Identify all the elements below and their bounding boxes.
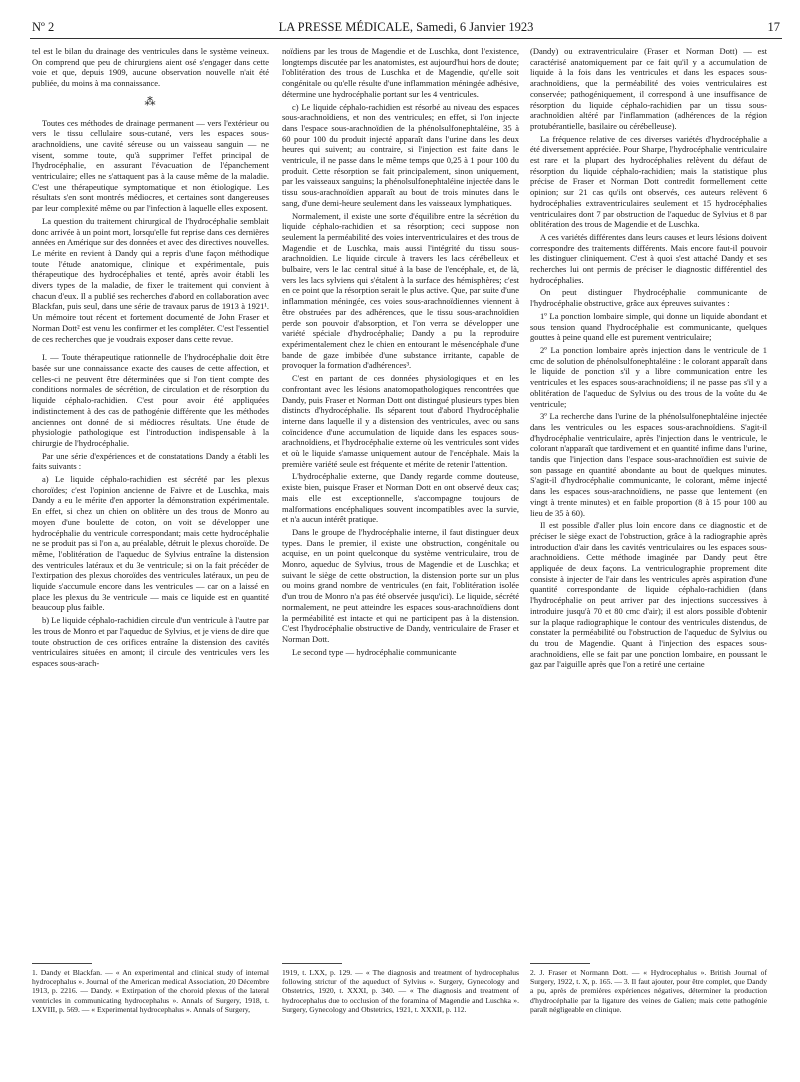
paragraph: On peut distinguer l'hydrocéphalie communicante de l'hydrocéphalie obstructive, grâce aux épreuves suivantes : bbox=[530, 287, 767, 309]
paragraph: 3º La recherche dans l'urine de la phénolsulfonephtaléine injectée dans les ventricules ou les espaces sous-arachnoïdiens. S'agit-il d'hydrocéphalie ventriculaire, après l'injection dans le ventricule, le colorant n'apparaît que tardivement et en quantité infime dans l'urine, tandis que l'injection dans l'espace sous-arachnoïdien est suivie de son passage en quantité abondante au bout de quelques minutes. S'agit-il d'hydrocéphalie communicante, le colorant, même injecté dans les espaces sous-arachnoïdiens, ne passe que lentement (en vingt à trente minutes) et en faible proportion (8 à 15 pour 100 au lieu de 35 à 60). bbox=[530, 411, 767, 518]
paragraph: La fréquence relative de ces diverses variétés d'hydrocéphalie a été diversement appréciée. Pour Sharpe, l'hydrocéphalie ventriculaire est rare et la plupart des hydrocéphalies relèvent du défaut de résorption du liquide céphalo-rachidien; mais la statistique plus précise de Fraser et Norman Dott contredit formellement cette opinion; sur 21 cas qu'ils ont observés, ces auteurs relèvent 6 hydrocéphalies extraventriculaires seulement et 15 hydrocéphalies ventriculaires dont 7 par obstruction de l'aqueduc de Sylvius et 8 par oblitération des trous de Magendie et de Luschka. bbox=[530, 133, 767, 230]
issue-number: Nº 2 bbox=[32, 20, 55, 34]
paragraph: Le second type — hydrocéphalie communicante bbox=[292, 646, 457, 657]
footnote-rule bbox=[282, 963, 342, 964]
paragraph: c) Le liquide céphalo-rachidien est résorbé au niveau des espaces sous-arachnoïdiens, et non des ventricules; en effet, si l'on injecte dans l'espace sous-arachnoïdien de la phénolsulfonephtaléine, 35 à 60 pour 100 du produit injecté apparaît dans l'urine dans les deux heures qui suivent; au contraire, si l'injection est faite dans le ventricule, il ne passe dans le même temps que 0,25 à 1 pour 100 du produit. Cette résorption se fait principalement, sinon uniquement, par les vaisseaux sanguins; la phénolsulfonephtaléine injectée dans le tissu sous-arachnoïdien apparaît au bout de trois minutes dans le sang, d'une demi-heure seulement dans les vaisseaux lymphatiques. bbox=[282, 101, 519, 208]
column-1 bbox=[32, 46, 269, 671]
paragraph: Par une série d'expériences et de constatations Dandy a établi les faits suivants : bbox=[32, 450, 269, 472]
page-header bbox=[30, 16, 782, 39]
paragraph: Normalement, il existe une sorte d'équilibre entre la sécrétion du liquide céphalo-rachidien et sa résorption; ceci suppose non seulement la perméabilité des voies interventriculaires et des trous de Magendie et de Luschka, mais aussi l'intégrité du tissu sous-arachnoïdien. Le liquide circule à travers les lacs cérébelleux et bulbaire, vers le lac central situé à la base de l'encéphale, et, de là, vers les lacs sylviens qui s'étalent à la surface des hémisphères; c'est en ce point que la résorption serait le plus active. Que, par suite d'une inflammation méningée, ces voies sous-arachnoïdiennes viennent à être obstruées par des adhérences, que le tissu sous-arachnoïdien perde son pouvoir d'absorption, et l'on verra se développer une variété spéciale d'hydrocéphalie; Dandy a pu la reproduire expérimentalement chez le chien en entourant le mésencéphale d'une bande de gaze imbibée d'une substance irritante, capable de provoquer la formation d'adhérences³. bbox=[282, 210, 519, 371]
footnotes-column-1 bbox=[32, 968, 269, 1014]
paragraph: La question du traitement chirurgical de l'hydrocéphalie semblait donc arrivée à un point mort, lorsqu'elle fut reprise dans ces dernières années en Amérique sur des données et avec des directives nouvelles. Le mérite en revient à Dandy qui a repris d'une façon méthodique toute l'étude anatomique, clinique et expérimentale, puis thérapeutique des hydrocéphalies et tenté, après avoir établi les divers types de la maladie, de fixer le traitement qui convient à chacun d'eux. Il a publié ses recherches d'abord en collaboration avec Blackfan, puis seul, dans une série de travaux parus de 1913 à 1921¹. Un mémoire tout récent et fortement documenté de John Fraser et Norman Dott² est venu les confirmer et les compléter. C'est l'essentiel de ces recherches que je voudrais exposer dans cette revue. bbox=[32, 215, 269, 344]
section-separator: ⁂ bbox=[144, 95, 157, 108]
column-2 bbox=[282, 46, 519, 659]
journal-title: LA PRESSE MÉDICALE, Samedi, 6 Janvier 1923 bbox=[278, 20, 534, 34]
footnote: 1. Dandy et Blackfan. — « An experimental and clinical study of internal hydrocephalus ». Journal of the American medical Association, 20 Décembre 1913, p. 2216. — Dandy. « Extirpation of the choroid plexus of the lateral ventricles in communicating hydrocephalus ». Annals of Surgery, 1918, t. LXVIII, p. 569. — « Experimental hydrocephalus ». Annals of Surgery, bbox=[32, 968, 269, 1014]
footnote-rule bbox=[530, 963, 590, 964]
paragraph: (Dandy) ou extraventriculaire (Fraser et Norman Dott) — est caractérisé anatomiquement par ce fait qu'il y a accumulation de liquide à la fois dans les ventricules et dans les espaces sous-arachnoïdiens, que la perméabilité des voies ventriculaires est conservée; pathogéniquement, il correspond à une insuffisance de résorption du liquide céphalo-rachidien par un tissu sous-arachnoïdien altéré par l'inflammation (adhérences de la région protubérantielle, basilaire ou cérébelleuse). bbox=[530, 46, 767, 131]
paragraph: b) Le liquide céphalo-rachidien circule d'un ventricule à l'autre par les trous de Monro et par l'aqueduc de Sylvius, et je viens de dire que toute obstruction de ces orifices entraîne la distension des cavités ventriculaires situées en amont; il circule des ventricules vers les espaces sous-arach- bbox=[32, 615, 269, 668]
paragraph: Dans le groupe de l'hydrocéphalie interne, il faut distinguer deux types. Dans le premier, il existe une obstruction, congénitale ou acquise, en un point quelconque du système ventriculaire, trou de Monro, aqueduc de Sylvius, trous de Magendie et de Luschka; et suivant le siège de cette obstruction, la distension porte sur un plus ou moins grand nombre de ventricules (en fait, l'oblitération isolée d'un trou de Monro n'a pas été observée jusqu'ici). Le liquide, sécrété normalement, ne peut atteindre les espaces sous-arachnoïdiens dont la perméabilité est intacte et qui ne participent pas à la distension. C'est l'hydrocéphalie obstructive de Dandy, ventriculaire de Fraser et Norman Dott. bbox=[282, 526, 519, 644]
paragraph: I. — Toute thérapeutique rationnelle de l'hydrocéphalie doit être basée sur une connaissance exacte des causes de cette affection, et celles-ci ne peuvent être déterminées que si l'on tient compte des conditions normales de sécrétion, de circulation et de résorption du liquide céphalo-rachidien. C'est pour avoir été appliquées indistinctement à des cas de pathogénie différente que les méthodes anciennes ont donné de si médiocres résultats. Une étude de physiologie pathologique est l'introduction indispensable à la chirurgie de l'hydrocéphalie. bbox=[32, 352, 269, 448]
footnotes-column-3 bbox=[530, 968, 767, 1014]
paragraph: 2º La ponction lombaire après injection dans le ventricule de 1 cmc de solution de phénolsulfonephtaléine : le colorant apparaît dans le liquide de ponction s'il y a libre communication entre les ventricules et les espaces sous-arachnoïdiens; il ne passe pas s'il y a oblitération de l'aqueduc de Sylvius ou des trous de la voûte du 4e ventricule; bbox=[530, 344, 767, 409]
paragraph: L'hydrocéphalie externe, que Dandy regarde comme douteuse, existe bien, puisque Fraser et Norman Dott en ont observé deux cas; mais elle est exceptionnelle, s'accompagne toujours de malformations encéphaliques souvent incompatibles avec la survie, et n'a aucun intérêt pratique. bbox=[282, 471, 519, 525]
paragraph: Toutes ces méthodes de drainage permanent — vers l'extérieur ou vers le tissu cellulaire sous-cutané, vers les espaces sous-arachnoïdiens, une cavité séreuse ou un vaisseau sanguin — ne visent, somme toute, qu'à supprimer l'effet principal de l'hydrocéphalie, en assurant l'évacuation de l'épanchement ventriculaire; elles ne s'attaquent pas à la cause même de la maladie. C'est une thérapeutique symptomatique et non étiologique. Les résultats s'en sont montrés médiocres, et certaines sont dangereuses par leur complexité même ou par l'infection à laquelle elles exposent. bbox=[32, 117, 269, 214]
paragraph: a) Le liquide céphalo-rachidien est sécrété par les plexus choroïdes; c'est l'opinion ancienne de Faivre et de Luschka, mais Dandy a eu le mérite d'en apporter la démonstration expérimentale. En effet, si chez un chien on oblitère un des trous de Monro au moyen d'une boulette de coton, on voit se développer une hydrocéphalie du ventricule correspondant; mais cette hydrocéphalie ne se produit pas si l'on a, au préalable, détruit le plexus choroïde. De même, l'oblitération de l'aqueduc de Sylvius entraîne la distension des ventricules latéraux et du 3e ventricule; si on la fait précéder de l'extirpation des plexus choroïdes des ventricules latéraux, un peu de liquide s'accumule encore dans les ventricules — car on a laissé en place les plexus du 3e ventricule — mais ce liquide est en quantité beaucoup plus faible. bbox=[32, 474, 269, 613]
paragraph: noïdiens par les trous de Magendie et de Luschka, dont l'existence, longtemps discutée par les anatomistes, est aujourd'hui hors de doute; l'oblitération des trous de Luschka et de Magendie, qu'elle soit congénitale ou qu'elle résulte d'une inflammation méningée adhésive, détermine une hydrocéphalie portant sur les 4 ventricules. bbox=[282, 46, 519, 99]
column-3 bbox=[530, 46, 767, 672]
paragraph: A ces variétés différentes dans leurs causes et leurs lésions doivent correspondre des traitements différents. Mais encore faut-il pouvoir les distinguer cliniquement. C'est à quoi s'est attaché Dandy et ses recherches lui ont permis de préciser le diagnostic différentiel des hydrocéphalies. bbox=[530, 231, 767, 285]
paragraph: tel est le bilan du drainage des ventricules dans le système veineux. On comprend que peu de chirurgiens aient osé s'engager dans cette voie et que, depuis 1909, aucune observation nouvelle n'ait été publiée, du moins à ma connaissance. bbox=[32, 46, 269, 89]
footnote: 1919, t. LXX, p. 129. — « The diagnosis and treatment of hydrocephalus following strictur of the aqueduct of Sylvius ». Surgery, Gynecology and Obstetrics, 1920, t. XXXI, p. 340. — « The diagnosis and treatment of hydrocephalus due to occlusion of the foramina of Magendie and Luschka ». Surgery, Gynecology and Obstetrics, 1921, t. XXXII, p. 112. bbox=[282, 968, 519, 1014]
page-number: 17 bbox=[767, 20, 780, 34]
paragraph: 1º La ponction lombaire simple, qui donne un liquide abondant et sous tension quand l'hydrocéphalie est communicante, quelques gouttes à peine quand elle est purement ventriculaire; bbox=[530, 310, 767, 343]
paragraph: Il est possible d'aller plus loin encore dans ce diagnostic et de préciser le siège exact de l'obstruction, grâce à la radiographie après introduction d'air dans les cavités ventriculaires ou les espaces sous-arachnoïdiens. Cette méthode imaginée par Dandy peut être appliquée de deux façons. La ventriculographie proprement dite consiste à injecter de l'air dans les ventricules après aspiration d'une quantité correspondante de liquide céphalo-rachidien (dans l'hydrocéphalie on peut arriver par des injections successives à introduire jusqu'à 70 et 80 cmc d'air); il est alors possible d'obtenir sur la plaque radiographique le contour des ventricules distendus, de constater la perméabilité ou l'obstruction de l'aqueduc de Sylvius ou du trou de Magendie. Quant à l'injection des espaces sous-arachnoïdiens, elle se fait par une ponction lombaire, en poussant le gaz par l'aiguille après que l'on a retiré une certaine bbox=[530, 520, 767, 670]
paragraph: C'est en partant de ces données physiologiques et en les confrontant avec les lésions anatomopathologiques rencontrées que Dandy, puis Fraser et Norman Dott ont distingué plusieurs types bien distincts d'hydrocéphalie. Ils séparent tout d'abord l'hydrocéphalie interne dans laquelle il y a distension des ventricules, avec ou sans coïncidence d'une accumulation de liquide dans les espaces sous-arachnoïdiens, et l'hydrocéphalie externe où les ventricules sont vides et où le liquide s'amasse uniquement autour de l'encéphale. Mais la première variété seule est fréquente et mérite de retenir l'attention. bbox=[282, 373, 519, 469]
footnote: 2. J. Fraser et Normann Dott. — « Hydrocephalus ». British Journal of Surgery, 1922, t. X, p. 165. — 3. Il faut ajouter, pour être complet, que Dandy a pu, après de premières expériences négatives, déterminer la production d'hydrocéphalie par la ligature des veines de Galien; mais cette pathogénie paraît négligeable en clinique. bbox=[530, 968, 767, 1014]
footnote-rule bbox=[32, 963, 92, 964]
footnotes-column-2 bbox=[282, 968, 519, 1014]
